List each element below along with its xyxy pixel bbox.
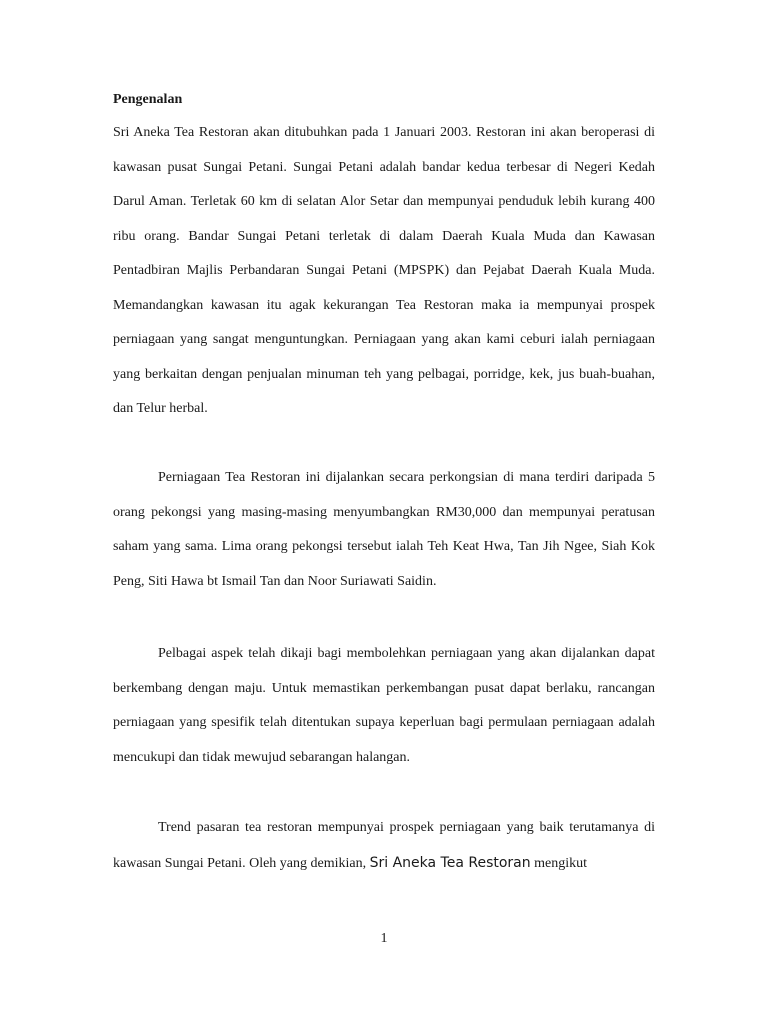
section-heading: Pengenalan xyxy=(113,92,183,107)
page-number: 1 xyxy=(380,931,388,946)
paragraph-market-trend xyxy=(113,811,655,881)
paragraph-introduction: Sri Aneka Tea Restoran akan ditubuhkan pada 1 Januari 2003. Restoran ini akan beroperasi di kawasan pusat Sungai Petani. Sungai Petani adalah bandar kedua terbesar di Negeri Kedah Darul Aman. Terletak 60 km di selatan Alor Setar dan mempunyai penduduk lebih kurang 400 ribu orang. Bandar Sungai Petani terletak di dalam Daerah Kuala Muda dan Kawasan Pentadbiran Majlis Perbandaran Sungai Petani (MPSPK) dan Pejabat Daerah Kuala Muda. Memandangkan kawasan itu agak kekurangan Tea Restoran maka ia mempunyai prospek perniagaan yang sangat menguntungkan. Perniagaan yang akan kami ceburi ialah perniagaan yang berkaitan dengan penjualan minuman teh yang pelbagai, porridge, kek, jus buah-buahan, dan Telur herbal. xyxy=(113,125,655,416)
market-trend-text: Trend pasaran tea restoran mempunyai prospek perniagaan yang baik terutamanya di kawasan Sungai Petani. Oleh yang demikian, xyxy=(113,820,655,871)
paragraph-partnership: Perniagaan Tea Restoran ini dijalankan secara perkongsian di mana terdiri daripada 5 orang pekongsi yang masing-masing menyumbangkan RM30,000 dan mempunyai peratusan saham yang sama. Lima orang pekongsi tersebut ialah Teh Keat Hwa, Tan Jih Ngee, Siah Kok Peng, Siti Hawa bt Ismail Tan dan Noor Suriawati Saidin. xyxy=(113,470,655,589)
paragraph-aspects: Pelbagai aspek telah dikaji bagi membolehkan perniagaan yang akan dijalankan dapat berkembang dengan maju. Untuk memastikan perkembangan pusat dapat berlaku, rancangan perniagaan yang spesifik telah ditentukan supaya keperluan bagi permulaan perniagaan adalah mencukupi dan tidak mewujud sebarangan halangan. xyxy=(113,646,655,765)
market-trend-text-end: mengikut xyxy=(530,855,588,871)
business-name-run: Sri Aneka Tea Restoran xyxy=(369,854,531,871)
